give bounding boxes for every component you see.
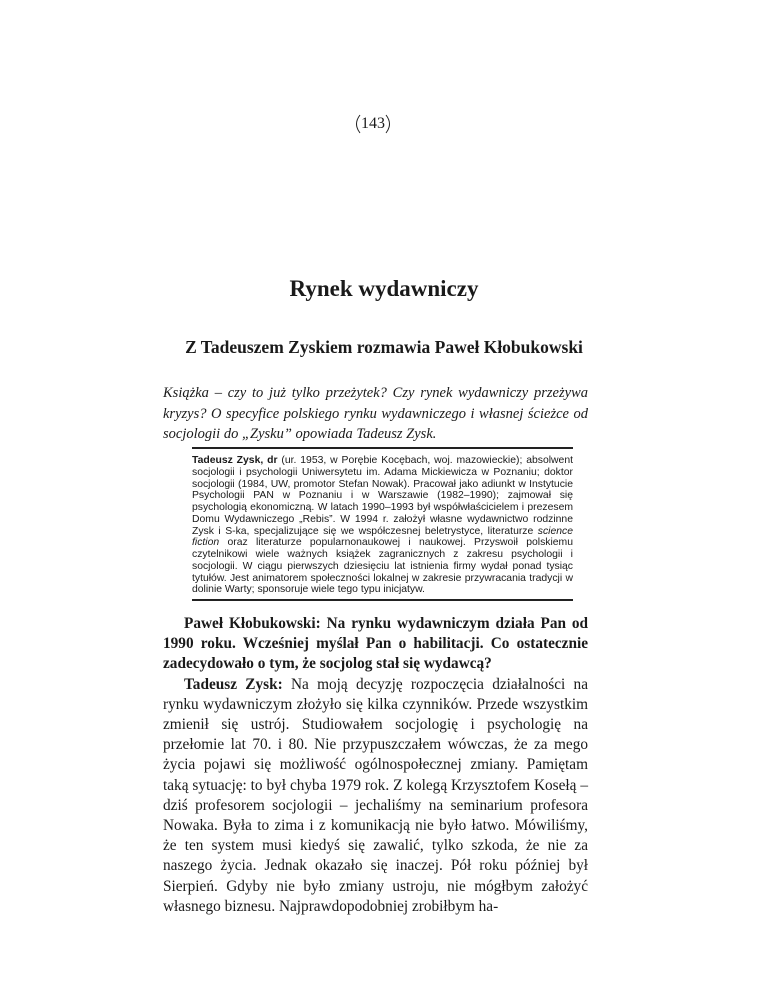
bio-rule-bottom (192, 599, 573, 601)
article-title: Rynek wydawniczy (289, 276, 479, 301)
interview-body (163, 614, 588, 917)
bio-italic-term: science fiction (192, 525, 573, 549)
article-subtitle: Z Tadeuszem Zyskiem rozmawia Paweł Kłobukowski (185, 337, 583, 357)
interview-answer (163, 675, 588, 917)
answer-text: Na moją decyzję rozpoczęcia działalności na rynku wydawniczym złożyło się kilka czynników. Przede wszystkim zmienił się ustrój. Studiowałem socjologię i psychologię na przełomie lat 70. i 80. Nie przypuszczałem wówczas, że za mego życia pojawi się możliwość ogólnospołecznej zmiany. Pamiętam taką sytuację: to był chyba 1979 rok. Z kolegą Krzysztofem Kosełą – dziś profesorem socjologii – jechaliśmy na seminarium profesora Nowaka. Była to zima i z komunikacją nie było łatwo. Mówiliśmy, że ten system musi kiedyś się zawalić, tylko szkoda, że nie za naszego życia. Jednak okazało się inaczej. Pół roku później był Sierpień. Gdyby nie było zmiany ustroju, nie mógłbym założyć własnego biznesu. Najprawdopodobniej zrobiłbym ha- (163, 675, 588, 915)
interview-question: Paweł Kłobukowski: Na rynku wydawniczym działa Pan od 1990 roku. Wcześniej myślał Pan o habilitacji. Co ostatecznie zadecydowało o tym, że socjolog stał się wydawcą? (163, 615, 588, 673)
page-number-value: 143 (361, 115, 385, 132)
author-bio (192, 455, 573, 596)
page-number (352, 113, 394, 135)
bio-text-1: (ur. 1953, w Porębie Kocębach, woj. mazowieckie); absolwent socjologii i psychologii Uniwersytetu im. Adama Mickiewicza w Poznaniu; doktor socjologii (1984, UW, promotor Stefan Nowak). Pracował jako adiunkt w Instytucie Psychologii PAN w Poznaniu i w Warszawie (1982–1990); zajmował się psychologią ekonomiczną. W latach 1990–1993 był współwłaścicielem i prezesem Domu Wydawniczego „Rebis”. W 1994 r. założył własne wydawnictwo rodzinne Zysk i S-ka, specjalizujące się we współczesnej beletrystyce, literaturze (192, 455, 573, 537)
bio-name: Tadeusz Zysk, dr (192, 455, 278, 466)
lead-paragraph: Książka – czy to już tylko przeżytek? Czy rynek wydawniczy przeżywa kryzys? O specyfice polskiego rynku wydawniczego i własnej ścieżce od socjologii do „Zysku” opowiada Tadeusz Zysk. (163, 385, 588, 442)
bio-rule-top (192, 447, 573, 449)
answer-speaker: Tadeusz Zysk: (184, 675, 283, 693)
bio-text-2: oraz literaturze popularnonaukowej i naukowej. Przyswoił polskiemu czytelnikowi wiele ważnych książek zagranicznych z zakresu psychologii i socjologii. W ciągu pierwszych dziesięciu lat istnienia firmy wydał ponad tysiąc tytułów. Jest animatorem społeczności lokalnej w zakresie przywracania tradycji w dolinie Warty; sponsoruje wiele tego typu inicjatyw. (192, 537, 573, 596)
